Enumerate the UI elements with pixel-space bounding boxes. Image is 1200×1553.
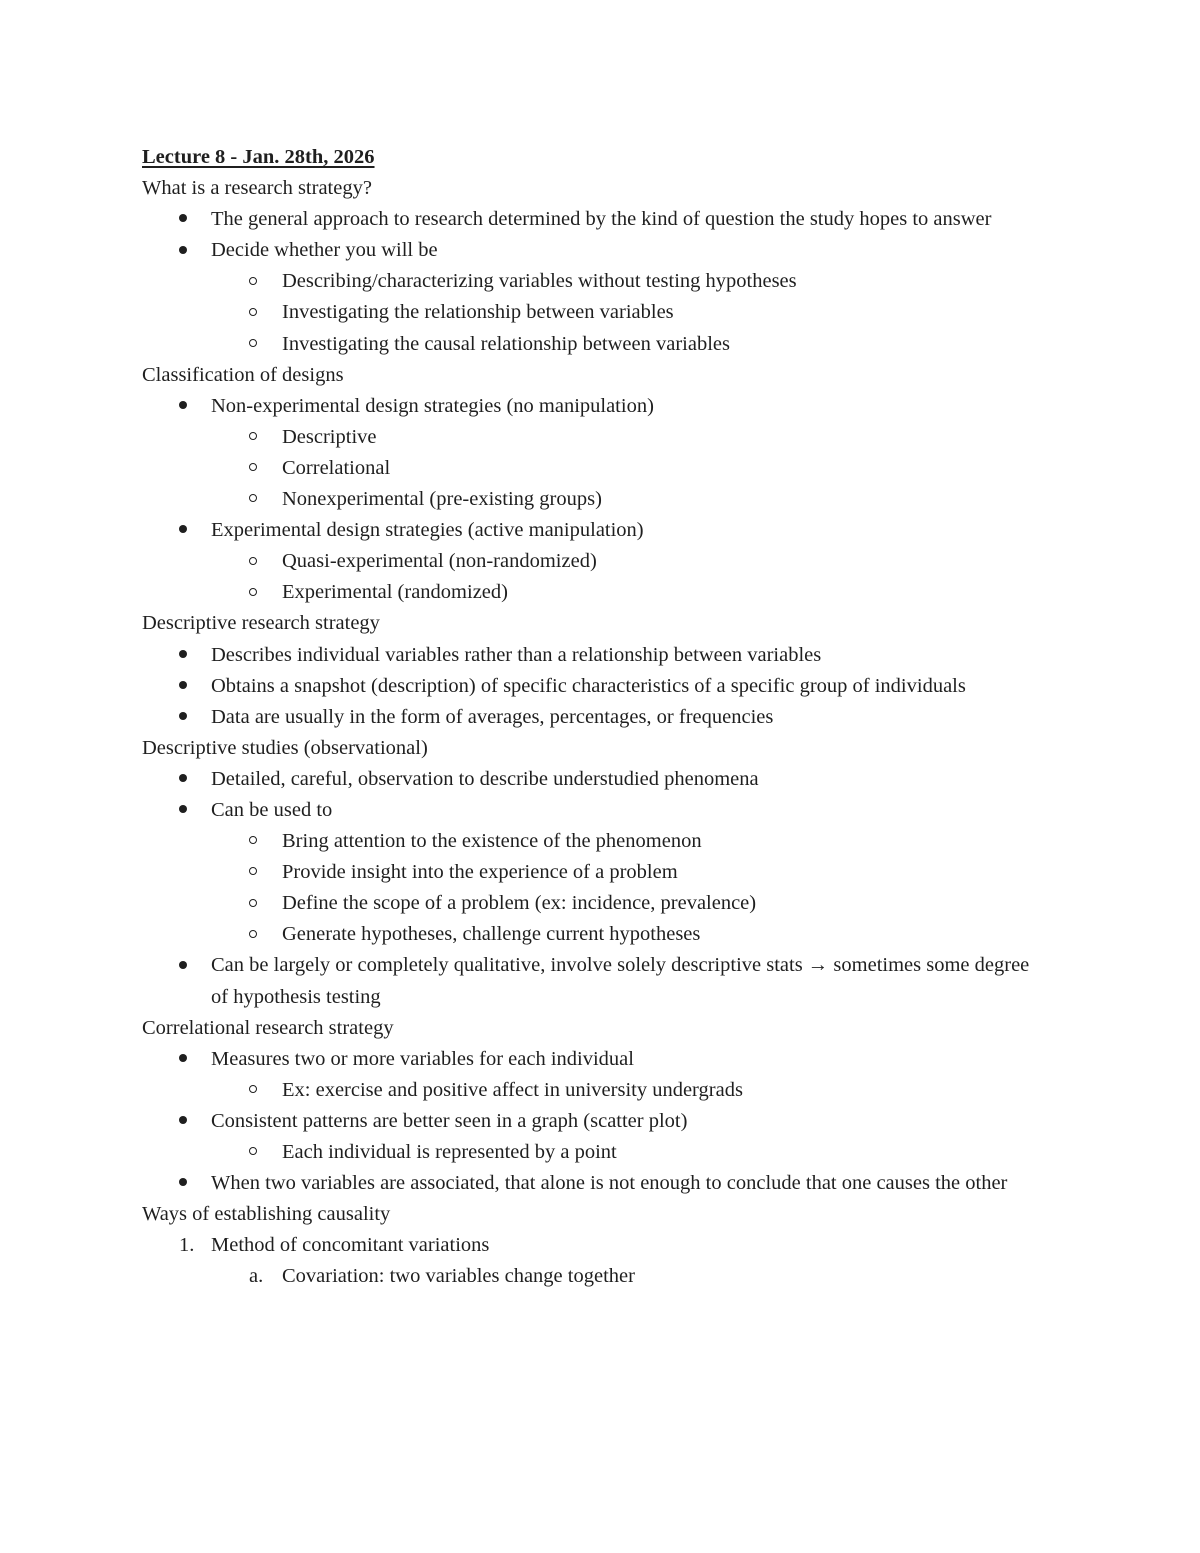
filled-dot-icon	[179, 961, 187, 969]
bullet-icon	[179, 702, 199, 733]
circle-icon	[249, 277, 257, 285]
section-heading: Descriptive research strategy	[142, 612, 380, 635]
filled-dot-icon	[179, 525, 187, 533]
hollow-bullet-icon	[249, 453, 271, 484]
circle-icon	[249, 867, 257, 875]
circle-icon	[249, 308, 257, 316]
hollow-bullet-icon	[249, 1075, 271, 1106]
numbered-item-text: Method of concomitant variations	[211, 1234, 490, 1257]
section-heading: What is a research strategy?	[142, 177, 372, 200]
sub-list-item	[142, 1137, 1062, 1168]
bullet-icon	[179, 235, 199, 266]
circle-icon	[249, 1085, 257, 1093]
filled-dot-icon	[179, 774, 187, 782]
filled-dot-icon	[179, 650, 187, 658]
lettered-item	[142, 1261, 1062, 1292]
circle-icon	[249, 899, 257, 907]
bullet-list	[142, 764, 1062, 1013]
number-marker: 1.	[179, 1234, 195, 1257]
filled-dot-icon	[179, 712, 187, 720]
list-item-text: Decide whether you will be	[211, 239, 438, 262]
bullet-icon	[179, 795, 199, 826]
document-body	[142, 142, 1062, 1292]
numbered-list	[142, 1230, 1062, 1292]
bullet-icon	[179, 640, 199, 671]
sub-list-item	[142, 453, 1062, 484]
hollow-bullet-icon	[249, 297, 271, 328]
bullet-icon	[179, 1044, 199, 1075]
sections-container	[142, 173, 1062, 1292]
sub-list-item-text: Provide insight into the experience of a problem	[282, 861, 678, 884]
bullet-icon	[179, 764, 199, 795]
letter-marker: a.	[249, 1265, 264, 1288]
sub-list-item-text: Define the scope of a problem (ex: incidence, prevalence)	[282, 892, 757, 915]
list-item	[142, 391, 1062, 422]
sub-list-item-text: Nonexperimental (pre-existing groups)	[282, 488, 602, 511]
bullet-icon	[179, 950, 199, 981]
sub-list-item-text: Quasi-experimental (non-randomized)	[282, 550, 597, 573]
circle-icon	[249, 557, 257, 565]
list-item-text: Can be largely or completely qualitative, involve solely descriptive stats → sometimes some degree of hypothesis testing	[211, 954, 1030, 1008]
sub-list-item	[142, 329, 1062, 360]
bullet-icon	[179, 671, 199, 702]
list-item	[142, 1106, 1062, 1137]
filled-dot-icon	[179, 246, 187, 254]
sub-list-item-text: Correlational	[282, 456, 391, 479]
hollow-bullet-icon	[249, 857, 271, 888]
hollow-bullet-icon	[249, 266, 271, 297]
page-title: Lecture 8 - Jan. 28th, 2026	[142, 146, 375, 168]
list-item-text: Can be used to	[211, 798, 333, 821]
sub-list-item	[142, 484, 1062, 515]
filled-dot-icon	[179, 214, 187, 222]
lettered-item-text: Covariation: two variables change together	[282, 1265, 635, 1288]
list-item-text: Describes individual variables rather than a relationship between variables	[211, 643, 822, 666]
list-item-text: Consistent patterns are better seen in a graph (scatter plot)	[211, 1109, 688, 1132]
numbered-item	[142, 1230, 1062, 1261]
hollow-bullet-icon	[249, 329, 271, 360]
section-heading: Classification of designs	[142, 363, 344, 386]
hollow-bullet-icon	[249, 919, 271, 950]
sub-list-item-text: Investigating the causal relationship between variables	[282, 332, 730, 355]
circle-icon	[249, 494, 257, 502]
list-item	[142, 515, 1062, 546]
bullet-icon	[179, 204, 199, 235]
section-heading: Ways of establishing causality	[142, 1203, 391, 1226]
circle-icon	[249, 339, 257, 347]
bullet-icon	[179, 515, 199, 546]
sub-list-item	[142, 1075, 1062, 1106]
sub-list-item	[142, 826, 1062, 857]
sub-list-item-text: Investigating the relationship between variables	[282, 301, 674, 324]
filled-dot-icon	[179, 1116, 187, 1124]
hollow-bullet-icon	[249, 484, 271, 515]
filled-dot-icon	[179, 681, 187, 689]
list-item-text: Non-experimental design strategies (no manipulation)	[211, 394, 654, 417]
sub-list-item	[142, 297, 1062, 328]
list-item	[142, 764, 1062, 795]
bullet-list	[142, 391, 1062, 609]
sub-list-item-text: Experimental (randomized)	[282, 581, 508, 604]
circle-icon	[249, 432, 257, 440]
list-item	[142, 204, 1062, 235]
list-item-text: When two variables are associated, that alone is not enough to conclude that one causes the other	[211, 1172, 1008, 1195]
sub-list-item-text: Descriptive	[282, 425, 377, 448]
sub-list-item-text: Describing/characterizing variables without testing hypotheses	[282, 270, 797, 293]
bullet-list	[142, 1044, 1062, 1199]
section-heading: Correlational research strategy	[142, 1016, 394, 1039]
bullet-list	[142, 204, 1062, 359]
bullet-icon	[179, 1168, 199, 1199]
list-item-text: Experimental design strategies (active manipulation)	[211, 519, 644, 542]
circle-icon	[249, 836, 257, 844]
filled-dot-icon	[179, 401, 187, 409]
list-item	[142, 1168, 1062, 1199]
circle-icon	[249, 930, 257, 938]
sub-list-item-text: Ex: exercise and positive affect in university undergrads	[282, 1078, 743, 1101]
filled-dot-icon	[179, 1054, 187, 1062]
hollow-bullet-icon	[249, 826, 271, 857]
sub-list-item-text: Generate hypotheses, challenge current hypotheses	[282, 923, 701, 946]
list-item-text: The general approach to research determined by the kind of question the study hopes to answer	[211, 208, 992, 231]
list-item	[142, 702, 1062, 733]
sub-list-item	[142, 888, 1062, 919]
circle-icon	[249, 463, 257, 471]
list-item-text: Detailed, careful, observation to describe understudied phenomena	[211, 767, 759, 790]
sub-list-item	[142, 422, 1062, 453]
hollow-bullet-icon	[249, 577, 271, 608]
hollow-bullet-icon	[249, 888, 271, 919]
bullet-list	[142, 640, 1062, 733]
circle-icon	[249, 588, 257, 596]
list-item-text: Obtains a snapshot (description) of specific characteristics of a specific group of individuals	[211, 674, 966, 697]
sub-list-item	[142, 266, 1062, 297]
list-item	[142, 671, 1062, 702]
list-item	[142, 950, 1062, 1012]
filled-dot-icon	[179, 1178, 187, 1186]
circle-icon	[249, 1147, 257, 1155]
sub-list-item	[142, 546, 1062, 577]
list-item-text: Data are usually in the form of averages, percentages, or frequencies	[211, 705, 774, 728]
bullet-icon	[179, 1106, 199, 1137]
sub-list-item	[142, 577, 1062, 608]
sub-list-item-text: Each individual is represented by a point	[282, 1141, 617, 1163]
sub-list-item	[142, 857, 1062, 888]
list-item	[142, 235, 1062, 266]
list-item	[142, 640, 1062, 671]
sub-list-item-text: Bring attention to the existence of the phenomenon	[282, 830, 702, 853]
list-item	[142, 1044, 1062, 1075]
list-item	[142, 795, 1062, 826]
hollow-bullet-icon	[249, 546, 271, 577]
sub-list-item	[142, 919, 1062, 950]
section-heading: Descriptive studies (observational)	[142, 736, 428, 759]
list-item-text: Measures two or more variables for each individual	[211, 1047, 634, 1070]
hollow-bullet-icon	[249, 422, 271, 453]
hollow-bullet-icon	[249, 1137, 271, 1168]
filled-dot-icon	[179, 805, 187, 813]
bullet-icon	[179, 391, 199, 422]
